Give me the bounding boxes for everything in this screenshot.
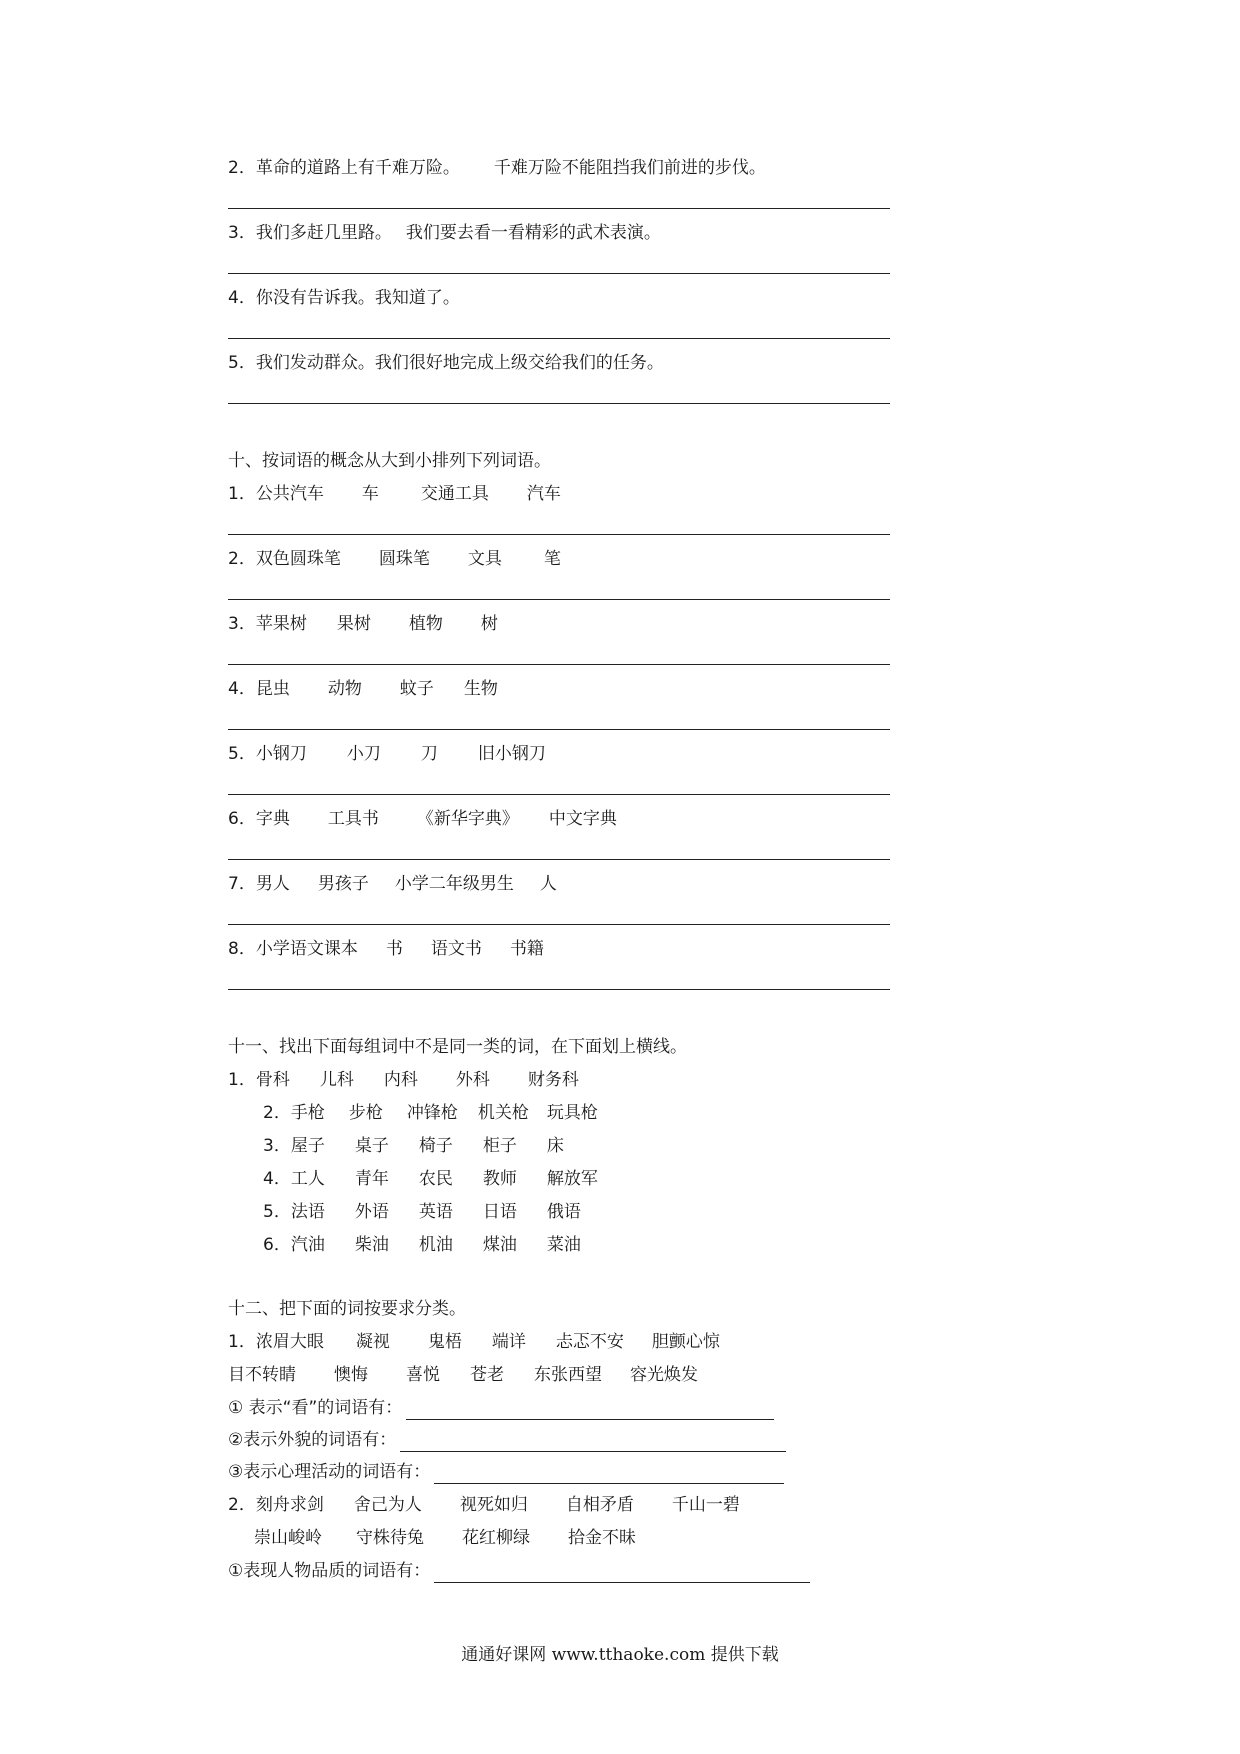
word: 懊悔 — [334, 1365, 368, 1385]
sec11-item-5 — [263, 1200, 581, 1224]
answer-blank — [406, 1401, 774, 1420]
word: 床 — [546, 1136, 564, 1156]
word: 鬼梧 — [427, 1332, 462, 1352]
item-number: 5． — [263, 1202, 291, 1222]
sec10-item-3 — [228, 612, 498, 636]
word: 崇山峻岭 — [254, 1528, 322, 1548]
word: 机油 — [418, 1235, 453, 1255]
item-number: 2． — [263, 1103, 291, 1123]
word: 玩具枪 — [546, 1103, 598, 1123]
word: 英语 — [418, 1202, 453, 1222]
sentence-b: 千难万险不能阻挡我们前进的步伐。 — [493, 158, 766, 178]
item-number: 6． — [263, 1235, 291, 1255]
word: 桌子 — [354, 1136, 389, 1156]
word: 男人 — [255, 874, 290, 894]
word: 果树 — [336, 614, 371, 634]
sentence-a: 4．你没有告诉我。 — [228, 288, 375, 308]
sec11-item-6 — [263, 1233, 581, 1257]
word: 儿科 — [319, 1070, 354, 1090]
sec10-item-6 — [228, 807, 617, 831]
word: 屋子 — [290, 1136, 325, 1156]
question-label: ②表示外貌的词语有： — [228, 1430, 397, 1450]
word: 浓眉大眼 — [255, 1332, 324, 1352]
word: 煤油 — [482, 1235, 517, 1255]
word: 小学语文课本 — [255, 939, 358, 959]
word: 苍老 — [470, 1365, 504, 1385]
sentence-b: 我们很好地完成上级交给我们的任务。 — [374, 353, 664, 373]
answer-line — [228, 989, 890, 990]
word: 教师 — [482, 1169, 517, 1189]
answer-line — [228, 599, 890, 600]
word: 小学二年级男生 — [394, 874, 514, 894]
word: 双色圆珠笔 — [255, 549, 341, 569]
word: 拾金不昧 — [568, 1528, 636, 1548]
answer-line — [228, 794, 890, 795]
word: 手枪 — [290, 1103, 325, 1123]
word: 汽油 — [290, 1235, 325, 1255]
sec12-question-appearance — [228, 1428, 786, 1452]
word: 小钢刀 — [255, 744, 307, 764]
sec12-group1-line2 — [228, 1363, 698, 1387]
question-label: ① 表示“看”的词语有： — [228, 1398, 403, 1418]
sec9-item-4 — [228, 286, 460, 310]
page-footer: 通通好课网 www.tthaoke.com 提供下载 — [461, 1645, 779, 1665]
word: 守株待兔 — [356, 1528, 424, 1548]
word: 椅子 — [418, 1136, 453, 1156]
word: 青年 — [354, 1169, 389, 1189]
answer-blank — [434, 1465, 784, 1484]
sentence-a: 2．革命的道路上有千难万险。 — [228, 158, 460, 178]
word: 外科 — [455, 1070, 490, 1090]
word: 书 — [385, 939, 403, 959]
sentence-b: 我们要去看一看精彩的武术表演。 — [405, 223, 661, 243]
item-number: 1． — [228, 1070, 256, 1090]
question-label: ③表示心理活动的词语有： — [228, 1462, 431, 1482]
answer-line — [228, 273, 890, 274]
item-number: 4． — [263, 1169, 291, 1189]
word: 蚊子 — [399, 679, 434, 699]
sec11-item-4 — [263, 1167, 598, 1191]
item-number: 7． — [228, 874, 256, 894]
item-number: 6． — [228, 809, 256, 829]
word: 内科 — [383, 1070, 418, 1090]
answer-line — [228, 859, 890, 860]
word: 解放军 — [546, 1169, 598, 1189]
word: 文具 — [467, 549, 502, 569]
answer-line — [228, 534, 890, 535]
word: 中文字典 — [548, 809, 617, 829]
sentence-b: 我知道了。 — [374, 288, 460, 308]
word: 凝视 — [355, 1332, 390, 1352]
word: 字典 — [255, 809, 290, 829]
word: 法语 — [290, 1202, 325, 1222]
word: 《新华字典》 — [416, 809, 519, 829]
word: 旧小钢刀 — [477, 744, 546, 764]
answer-line — [228, 664, 890, 665]
sec10-item-7 — [228, 872, 557, 896]
item-number: 1． — [228, 484, 256, 504]
sec9-item-3 — [228, 221, 661, 245]
item-number: 3． — [228, 614, 256, 634]
sec10-item-2 — [228, 547, 561, 571]
word: 千山一碧 — [671, 1495, 740, 1515]
word: 冲锋枪 — [406, 1103, 458, 1123]
word: 端详 — [491, 1332, 526, 1352]
question-label: ①表现人物品质的词语有： — [228, 1561, 431, 1581]
word: 外语 — [354, 1202, 389, 1222]
answer-blank — [400, 1433, 786, 1452]
sec11-item-2 — [263, 1101, 598, 1125]
word: 机关枪 — [477, 1103, 529, 1123]
word: 刻舟求剑 — [255, 1495, 324, 1515]
word: 花红柳绿 — [462, 1528, 530, 1548]
sec12-title: 十二、把下面的词按要求分类。 — [228, 1299, 466, 1319]
sec12-question-look — [228, 1396, 774, 1420]
word: 工具书 — [327, 809, 379, 829]
sec10-item-1 — [228, 482, 561, 506]
sentence-a: 5．我们发动群众。 — [228, 353, 375, 373]
word: 人 — [539, 874, 557, 894]
word: 公共汽车 — [255, 484, 324, 504]
answer-line — [228, 403, 890, 404]
answer-line — [228, 729, 890, 730]
word: 车 — [361, 484, 379, 504]
word: 昆虫 — [255, 679, 290, 699]
answer-line — [228, 338, 890, 339]
word: 树 — [480, 614, 498, 634]
item-number: 5． — [228, 744, 256, 764]
sec12-question-mind — [228, 1460, 784, 1484]
word: 柜子 — [482, 1136, 517, 1156]
answer-line — [228, 208, 890, 209]
sec10-item-8 — [228, 937, 544, 961]
sentence-a: 3．我们多赶几里路。 — [228, 223, 392, 243]
word: 小刀 — [346, 744, 381, 764]
word: 容光焕发 — [630, 1365, 698, 1385]
sec10-item-4 — [228, 677, 498, 701]
sec12-group2-line1 — [228, 1493, 740, 1517]
word: 笔 — [543, 549, 561, 569]
word: 骨科 — [255, 1070, 290, 1090]
word: 财务科 — [527, 1070, 579, 1090]
sec10-item-5 — [228, 742, 546, 766]
sec11-item-3 — [263, 1134, 564, 1158]
word: 书籍 — [509, 939, 544, 959]
word: 视死如归 — [459, 1495, 528, 1515]
word: 步枪 — [348, 1103, 383, 1123]
item-number: 4． — [228, 679, 256, 699]
item-number: 2． — [228, 1495, 256, 1515]
answer-line — [228, 924, 890, 925]
sec12-group1-line1 — [228, 1330, 720, 1354]
word: 柴油 — [354, 1235, 389, 1255]
word: 忐忑不安 — [555, 1332, 624, 1352]
word: 动物 — [327, 679, 362, 699]
sec12-question-quality — [228, 1559, 810, 1583]
sec9-item-2 — [228, 156, 766, 180]
word: 舍己为人 — [353, 1495, 422, 1515]
word: 东张西望 — [534, 1365, 602, 1385]
answer-blank — [434, 1564, 810, 1583]
word: 菜油 — [546, 1235, 581, 1255]
item-number: 1． — [228, 1332, 256, 1352]
word: 语文书 — [430, 939, 482, 959]
word: 刀 — [420, 744, 438, 764]
sec11-title: 十一、找出下面每组词中不是同一类的词，在下面划上横线。 — [228, 1037, 687, 1057]
word: 苹果树 — [255, 614, 307, 634]
sec12-group2-line2 — [254, 1526, 636, 1550]
item-number: 3． — [263, 1136, 291, 1156]
item-number: 2． — [228, 549, 256, 569]
sec10-title: 十、按词语的概念从大到小排列下列词语。 — [228, 451, 551, 471]
word: 自相矛盾 — [565, 1495, 634, 1515]
item-number: 8． — [228, 939, 256, 959]
word: 交通工具 — [420, 484, 489, 504]
word: 汽车 — [526, 484, 561, 504]
word: 日语 — [482, 1202, 517, 1222]
word: 目不转睛 — [228, 1365, 296, 1385]
word: 生物 — [463, 679, 498, 699]
word: 俄语 — [546, 1202, 581, 1222]
sec11-item-1 — [228, 1068, 579, 1092]
word: 男孩子 — [317, 874, 369, 894]
word: 植物 — [408, 614, 443, 634]
word: 圆珠笔 — [378, 549, 430, 569]
word: 工人 — [290, 1169, 325, 1189]
word: 农民 — [418, 1169, 453, 1189]
word: 喜悦 — [406, 1365, 440, 1385]
sec9-item-5 — [228, 351, 664, 375]
word: 胆颤心惊 — [651, 1332, 720, 1352]
